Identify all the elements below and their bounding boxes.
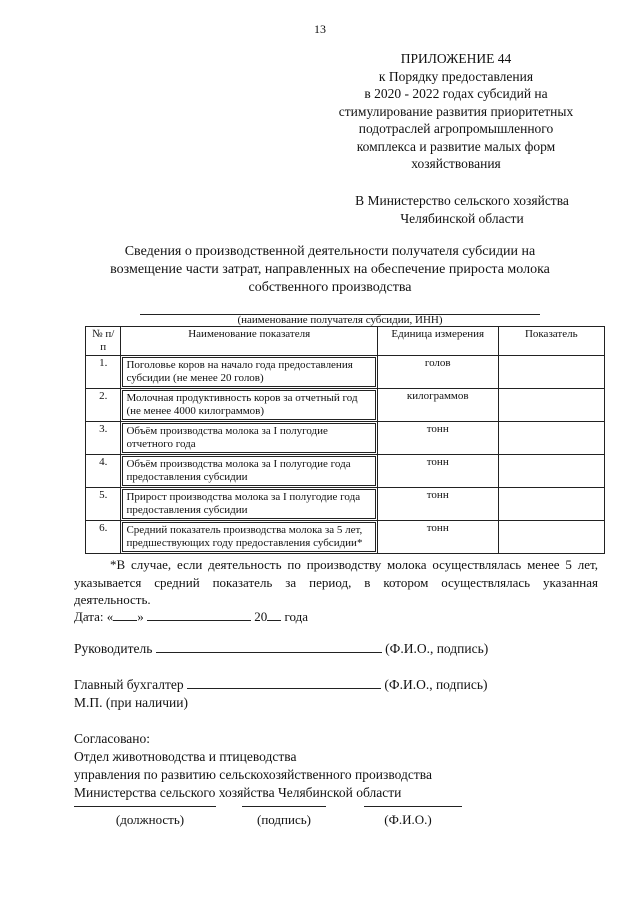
row-num: 5.: [86, 488, 121, 521]
accountant-signature-line: [74, 676, 488, 694]
row-value[interactable]: [498, 422, 604, 455]
header-unit: Единица измерения: [377, 327, 498, 356]
signature-caption: (подпись): [257, 812, 311, 827]
row-value[interactable]: [498, 356, 604, 389]
table-row: [86, 488, 605, 521]
table-row: [86, 422, 605, 455]
row-value[interactable]: [498, 389, 604, 422]
row-unit: килограммов: [377, 389, 498, 422]
row-name: Поголовье коров на начало года предоставления субсидии (не менее 20 голов): [122, 357, 375, 387]
date-line: [74, 608, 308, 625]
date-year-prefix: 20: [254, 609, 268, 624]
position-caption: (должность): [115, 812, 185, 827]
row-num: 4.: [86, 455, 121, 488]
position-signature-field[interactable]: [74, 806, 216, 807]
row-unit: тонн: [377, 521, 498, 554]
header-name: Наименование показателя: [121, 327, 377, 356]
approval-line: управления по развитию сельскохозяйственного производства: [74, 767, 432, 782]
appendix-line: подотраслей агропромышленного: [358, 121, 554, 136]
row-value[interactable]: [498, 488, 604, 521]
header-num: № п/п: [86, 327, 121, 356]
row-num: 1.: [86, 356, 121, 389]
date-year-field[interactable]: [267, 608, 281, 621]
table-row: [86, 389, 605, 422]
document-title: [60, 243, 600, 297]
row-num: 3.: [86, 422, 121, 455]
row-name-cell: [121, 422, 377, 455]
row-name-cell: [121, 356, 377, 389]
date-year-suffix: года: [284, 609, 309, 624]
approval-line: Министерства сельского хозяйства Челябинской области: [74, 785, 402, 800]
head-caption: (Ф.И.О., подпись): [385, 641, 489, 656]
appendix-line: к Порядку предоставления: [378, 68, 534, 84]
header-value: Показатель: [498, 327, 604, 356]
addressee-line: Челябинской области: [400, 211, 524, 226]
table-header-row: [86, 327, 605, 356]
footnote: *В случае, если деятельность по производству молока осуществлялась менее 5 лет, указывается средний показатель за период, в котором осуществлялась указанная деятельность.: [74, 557, 598, 607]
table-row: [86, 455, 605, 488]
indicators-table: [85, 326, 605, 554]
approval-block: [74, 730, 432, 802]
row-num: 6.: [86, 521, 121, 554]
row-name-cell: [121, 521, 377, 554]
document-title-line: собственного производства: [248, 280, 412, 295]
addressee-line: В Министерство сельского хозяйства: [355, 193, 569, 208]
appendix-line: комплекса и развитие малых форм: [356, 138, 556, 154]
accountant-label: Главный бухгалтер: [74, 677, 184, 692]
row-value[interactable]: [498, 455, 604, 488]
date-close-quote: »: [137, 609, 144, 624]
table-row: [86, 521, 605, 554]
date-label: Дата:: [74, 609, 104, 624]
head-signature-field[interactable]: [156, 640, 382, 653]
accountant-caption: (Ф.И.О., подпись): [384, 677, 488, 692]
date-month-field[interactable]: [147, 608, 251, 621]
approval-line: Отдел животноводства и птицеводства: [74, 749, 297, 764]
row-unit: тонн: [377, 455, 498, 488]
appendix-header: [318, 50, 594, 173]
appendix-line: в 2020 - 2022 годах субсидий на: [364, 86, 548, 101]
appendix-title: ПРИЛОЖЕНИЕ 44: [400, 51, 512, 66]
document-title-line: возмещение части затрат, направленных на обеспечение прироста молока: [110, 262, 550, 277]
page-number: 13: [314, 22, 326, 36]
row-name: Молочная продуктивность коров за отчетный год (не менее 4000 килограммов): [122, 390, 375, 420]
document-title-line: Сведения о производственной деятельности получателя субсидии на: [124, 244, 536, 259]
row-name: Прирост производства молока за I полугодие года предоставления субсидии: [122, 489, 375, 519]
row-unit: голов: [377, 356, 498, 389]
stamp-place: М.П. (при наличии): [74, 695, 188, 710]
row-name: Объём производства молока за I полугодие года предоставления субсидии: [122, 456, 375, 486]
row-name: Объём производства молока за I полугодие отчетного года: [122, 423, 375, 453]
appendix-line: хозяйствования: [411, 156, 501, 171]
full-name-caption: (Ф.И.О.): [384, 812, 432, 827]
table-row: [86, 356, 605, 389]
full-name-field[interactable]: [364, 806, 462, 807]
addressee: [330, 192, 594, 228]
row-value[interactable]: [498, 521, 604, 554]
recipient-name-caption: (наименование получателя субсидии, ИНН): [237, 314, 443, 326]
head-signature-line: [74, 640, 488, 658]
row-name: Средний показатель производства молока за 5 лет, предшествующих году предоставления субсидии*: [122, 522, 375, 552]
row-num: 2.: [86, 389, 121, 422]
row-name-cell: [121, 455, 377, 488]
row-name-cell: [121, 389, 377, 422]
appendix-line: стимулирование развития приоритетных: [338, 103, 574, 119]
approval-label: Согласовано:: [74, 731, 150, 746]
row-name-cell: [121, 488, 377, 521]
date-open-quote: «: [106, 609, 114, 624]
accountant-signature-field[interactable]: [187, 676, 381, 689]
signature-field[interactable]: [242, 806, 326, 807]
head-label: Руководитель: [74, 641, 153, 656]
date-day-field[interactable]: [113, 608, 137, 621]
row-unit: тонн: [377, 422, 498, 455]
row-unit: тонн: [377, 488, 498, 521]
